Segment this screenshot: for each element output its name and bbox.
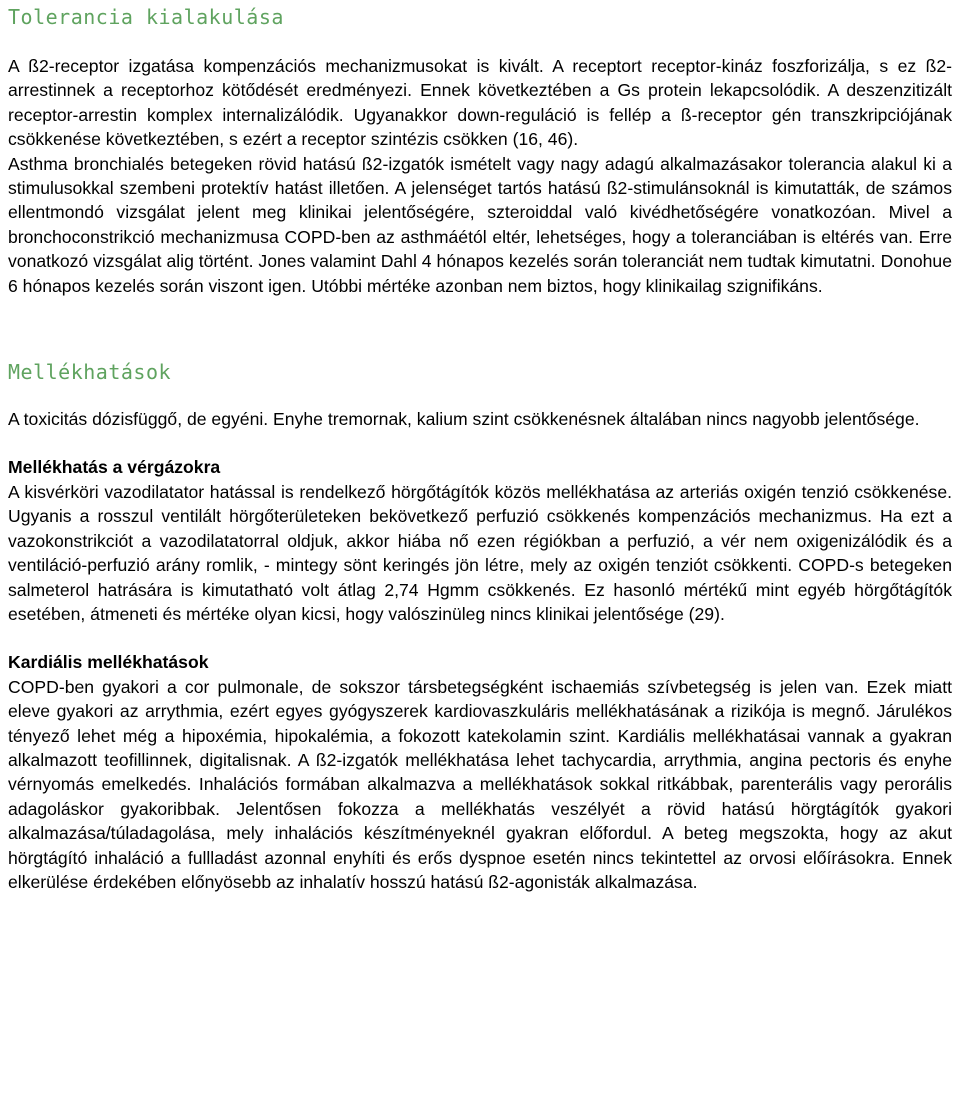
subheading-blood-gas: Mellékhatás a vérgázokra (8, 457, 221, 478)
paragraph-side-effects-intro: A toxicitás dózisfüggő, de egyéni. Enyhe tremornak, kalium szint csökkenésnek általában nincs nagyobb jelentősége. (8, 409, 920, 430)
section-title-tolerance: Tolerancia kialakulása (8, 5, 284, 29)
paragraph-blood-gas: A kisvérköri vazodilatator hatással is rendelkező hörgőtágítók közös mellékhatása az arteriás oxigén tenzió csökkenése. Ugyanis a rosszul ventilált hörgőterületeken bekövetkező perfuzió csökkenés kompenzációs mechanizmus. Ha ezt a vazokonstrikciót a vazodilatatorral oldjuk, akkor hiába nő ezen régiókban a perfuzió, a vér nem oxigenizálódik és a ventiláció-perfuzió arány romlik, - mintegy sönt keringés jön létre, mely az oxigén tenziót csökkenti. COPD-s betegeken salmeterol hatrására is kimutatható volt átlag 2,74 Hgmm csökkenés. Ez hasonló mértékű mint egyéb hörgőtágítók esetében, átmeneti és mértéke olyan kicsi, hogy valószinüleg nincs klinikai jelentősége (29). (8, 481, 952, 624)
spacer (8, 385, 952, 407)
section-title-side-effects: Mellékhatások (8, 360, 172, 385)
spacer (8, 298, 952, 359)
spacer (8, 626, 952, 650)
spacer (8, 30, 952, 54)
spacer (8, 431, 952, 455)
paragraph-cardiac: COPD-ben gyakori a cor pulmonale, de sokszor társbetegségként ischaemiás szívbetegség is jelen van. Ezek miatt eleve gyakori az arrythmia, ezért egyes gyógyszerek kardiovaszkuláris mellékhatásának a rizikója is megnő. Járulékos tényező lehet még a hipoxémia, hipokalémia, a fokozott katekolamin szint. Kardiális mellékhatásai vannak a gyakran alkalmazott teofillinnek, digitalisnak. A ß2-izgatók mellékhatása lehet tachycardia, arrythmia, angina pectoris és enyhe vérnyomás emelkedés. Inhalációs formában alkalmazva a mellékhatások sokkal ritkábbak, parenterális vagy perorális adagoláskor gyakoribbak. Jelentősen fokozza a mellékhatás veszélyét a rövid hatású hörgtágítók gyakori alkalmazása/túladagolása, mely inhalációs készítményeknél gyakran előfordul. A beteg megszokta, hogy az akut hörgtágító inhaláció a fullladást azonnal enyhíti és erős dyspnoe esetén nincs tekintettel az orvosi előírásokra. Ennek elkerülése érdekében előnyösebb az inhalatív hosszú hatású ß2-agonisták alkalmazása. (8, 676, 952, 892)
subheading-cardiac: Kardiális mellékhatások (8, 652, 209, 673)
document-page (0, 4, 960, 1093)
paragraph-tolerance-2: Asthma bronchialés betegeken rövid hatású ß2-izgatók ismételt vagy nagy adagú alkalmazásakor tolerancia alakul ki a stimulusokkal szembeni protektív hatást illetően. A jelenséget tartós hatású ß2-stimulánsoknál is kimutatták, de számos ellentmondó vizsgálat jelent meg klinikai jelentőségére, szteroiddal való kivédhetőségére vonatkozóan. Mivel a bronchoconstrikció mechanizmusa COPD-ben az asthmáétól eltér, lehetséges, hogy a toleranciában is eltérés van. Erre vonatkozó vizsgálat alig történt. Jones valamint Dahl 4 hónapos kezelés során toleranciát nem tudtak kimutatni. Donohue 6 hónapos kezelés során viszont igen. Utóbbi mértéke azonban nem biztos, hogy klinikailag szignifikáns. (8, 153, 952, 296)
paragraph-tolerance-1: A ß2-receptor izgatása kompenzációs mechanizmusokat is kivált. A receptort receptor-kináz foszforizálja, s ez ß2-arrestinnek a receptorhoz kötődését eredményezi. Ennek következtében a Gs protein lekapcsolódik. A deszenzitizált receptor-arrestin komplex internalizálódik. Ugyanakkor down-reguláció is fellép a ß-receptor gén transzkripciójának csökkenése következtében, s ezért a receptor szintézis csökken (16, 46). (8, 56, 952, 150)
